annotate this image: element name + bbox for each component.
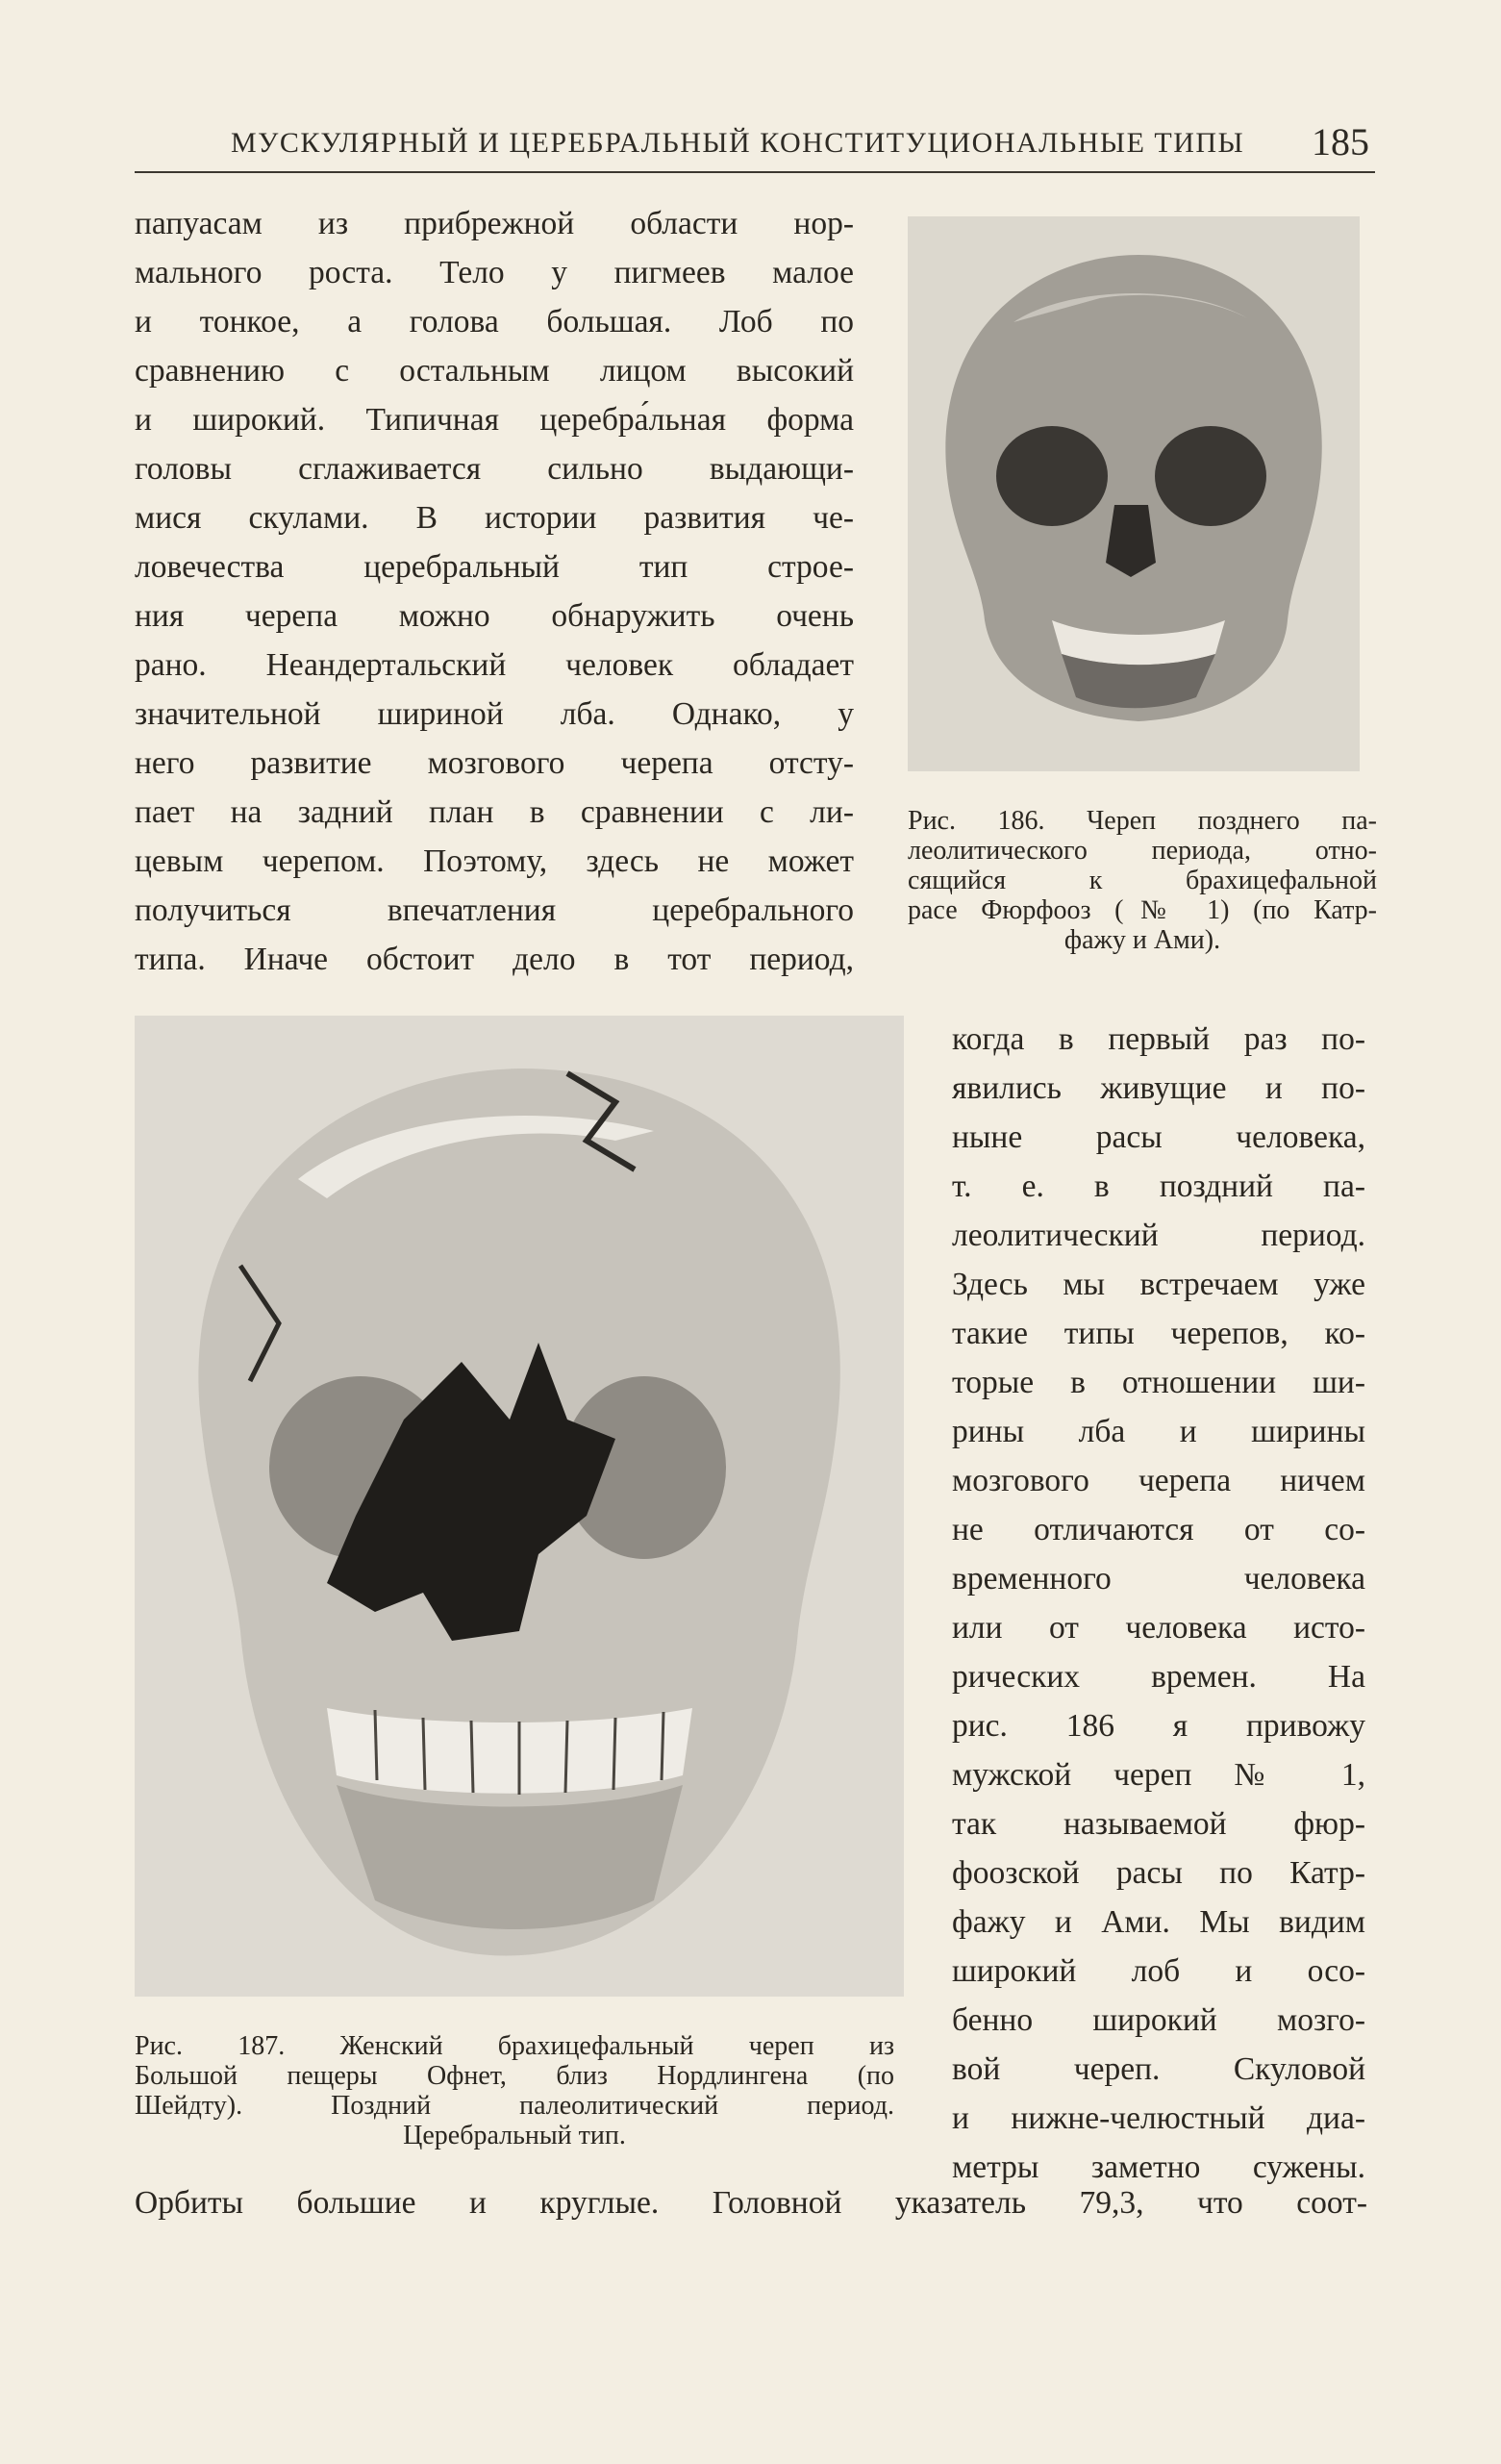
body-line: головы сглаживается сильно выдающи- (135, 451, 854, 487)
body-line: ныне расы человека, (952, 1119, 1365, 1155)
body-line: так называемой фюр- (952, 1806, 1365, 1842)
caption-line: сящийся к брахицефальной (908, 866, 1377, 895)
body-line: и тонкое, а голова большая. Лоб по (135, 304, 854, 339)
caption-line: расе Фюрфооз (№ 1) (по Катр- (908, 895, 1377, 925)
body-line: ния черепа можно обнаружить очень (135, 598, 854, 634)
body-text-right-column (952, 1015, 1365, 2192)
body-line: такие типы черепов, ко- (952, 1316, 1365, 1351)
body-line: мужской череп № 1, (952, 1757, 1365, 1793)
body-line: цевым черепом. Поэтому, здесь не может (135, 843, 854, 879)
body-line: т. е. в поздний па- (952, 1169, 1365, 1204)
caption-line: Рис. 187. Женский брахицефальный череп из (135, 2031, 894, 2061)
figure-186-caption (908, 806, 1377, 955)
caption-line: Шейдту). Поздний палеолитический период. (135, 2091, 894, 2121)
running-header (135, 117, 1375, 173)
body-line: и широкий. Типичная церебра́льная форма (135, 402, 854, 438)
body-line: него развитие мозгового черепа отсту- (135, 745, 854, 781)
body-line: широкий лоб и осо- (952, 1953, 1365, 1989)
body-line: когда в первый раз по- (952, 1021, 1365, 1057)
body-line: леолитический период. (952, 1218, 1365, 1253)
body-line: мального роста. Тело у пигмеев малое (135, 255, 854, 290)
body-line: типа. Иначе обстоит дело в тот период, (135, 942, 854, 977)
page-number: 185 (1312, 120, 1369, 163)
body-line: фажу и Ами. Мы видим (952, 1904, 1365, 1940)
figure-186-skull-photo (908, 216, 1360, 771)
body-line: папуасам из прибрежной области нор- (135, 206, 854, 241)
caption-line: леолитического периода, отно- (908, 836, 1377, 866)
body-line: мися скулами. В истории развития че- (135, 500, 854, 536)
body-text-left-column (135, 199, 854, 984)
figure-187-skull-photo (135, 1016, 904, 1997)
body-line: метры заметно сужены. (952, 2150, 1365, 2185)
body-line: значительной шириной лба. Однако, у (135, 696, 854, 732)
body-line: пает на задний план в сравнении с ли- (135, 794, 854, 830)
caption-line: Церебральный тип. (403, 2121, 626, 2150)
body-line: мозгового черепа ничем (952, 1463, 1365, 1498)
caption-line: Рис. 186. Череп позднего па- (908, 806, 1377, 836)
body-line: временного человека (952, 1561, 1365, 1597)
body-line: рано. Неандертальский человек обладает (135, 647, 854, 683)
caption-line: Большой пещеры Офнет, близ Нордлингена (по (135, 2061, 894, 2091)
skull-187-illustration (135, 1016, 904, 1997)
body-line: рины лба и ширины (952, 1414, 1365, 1449)
header-title: МУСКУЛЯРНЫЙ И ЦЕРЕБРАЛЬНЫЙ КОНСТИТУЦИОНАЛЬНЫЕ ТИПЫ (231, 127, 1245, 159)
body-text-last-line-block (135, 2178, 1367, 2227)
body-line: рических времен. На (952, 1659, 1365, 1695)
body-line: Орбиты большие и круглые. Головной указатель 79,3, что соот- (135, 2185, 1367, 2221)
body-line: торые в отношении ши- (952, 1365, 1365, 1400)
body-line: бенно широкий мозго- (952, 2002, 1365, 2038)
body-line: вой череп. Скуловой (952, 2051, 1365, 2087)
caption-line: фажу и Ами). (1063, 925, 1221, 955)
body-line: и нижне-челюстный диа- (952, 2100, 1365, 2136)
body-line: получиться впечатления церебрального (135, 893, 854, 928)
body-line: фоозской расы по Катр- (952, 1855, 1365, 1891)
body-line: ловечества церебральный тип строе- (135, 549, 854, 585)
body-line: явились живущие и по- (952, 1070, 1365, 1106)
body-line: сравнению с остальным лицом высокий (135, 353, 854, 389)
body-line: Здесь мы встречаем уже (952, 1267, 1365, 1302)
body-line: или от человека исто- (952, 1610, 1365, 1646)
body-line: не отличаются от со- (952, 1512, 1365, 1547)
figure-187-caption (135, 2031, 894, 2150)
body-line: рис. 186 я привожу (952, 1708, 1365, 1744)
skull-186-illustration (908, 216, 1360, 771)
